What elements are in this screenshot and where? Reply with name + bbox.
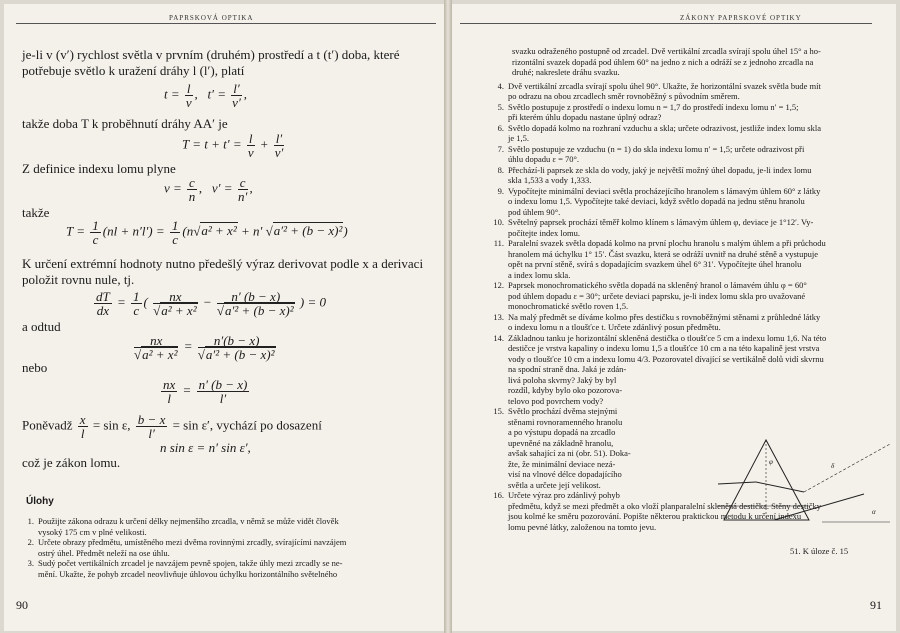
left-page bbox=[4, 4, 444, 631]
exercise-line bbox=[490, 196, 805, 207]
exercise-line bbox=[490, 343, 819, 354]
exercise-line bbox=[490, 427, 615, 438]
exercise-text: pod úhlem dopadu ε = 30°; určete deviaci paprsku, je-li index lomu skla pro uvažované bbox=[508, 290, 806, 301]
exercise-line bbox=[20, 527, 147, 538]
exercise-number: 10. bbox=[493, 217, 504, 227]
exercise-line bbox=[490, 81, 821, 92]
angle-label-alpha: α bbox=[872, 508, 876, 516]
page-number: 90 bbox=[16, 598, 28, 612]
exercise-text: Světlo postupuje ze vzduchu (n = 1) do skla indexu lomu n′ = 1,5; určete odrazivost při bbox=[508, 143, 805, 154]
exercise-line bbox=[490, 448, 631, 459]
equation: T = t + t′ = $\frac{l}{v}$ + $\frac{l'}{v'}$ bbox=[182, 131, 284, 160]
exercise-number: 1. bbox=[27, 516, 34, 526]
angle-label-delta: δ bbox=[831, 462, 835, 470]
exercise-line bbox=[490, 522, 656, 533]
exercise-line bbox=[490, 396, 603, 407]
angle-label-phi: φ bbox=[769, 458, 773, 466]
exercise-text: jsou kolmé ke směru pozorování. Popište některou praktickou metodu k určení indexu bbox=[508, 511, 802, 521]
exercise-line bbox=[490, 165, 811, 176]
exercise-line: svazku odraženého postupně od zrcadel. Dvě vertikální zrcadla svírají spolu úhel 15° a ho- bbox=[512, 46, 821, 56]
text-line: Z definice indexu lomu plyne bbox=[22, 161, 176, 176]
exercise-line bbox=[490, 291, 805, 302]
exercise-line bbox=[490, 154, 579, 165]
exercise-text: úhlu dopadu ε = 70°. bbox=[508, 154, 580, 164]
exercise-line bbox=[490, 375, 616, 386]
exercise-text: opět na první stěně, svírá s dopadajícím svazkem úhel 6° 31′. Vypočítejte úhel hranolu bbox=[508, 259, 802, 269]
exercise-text: při kterém úhlu dopadu nastane úplný odraz? bbox=[508, 112, 662, 122]
exercise-number: 9. bbox=[497, 185, 504, 196]
exercise-number: 13. bbox=[493, 311, 504, 322]
exercise-line bbox=[490, 186, 820, 197]
exercise-line bbox=[490, 406, 617, 417]
equation: $\frac{dT}{dx}$ = $\frac{1}{c}$ ( $\frac{nx}{\text{√a² + x²}}$ − $\frac{n' (b - x)}{\text{√a′² + (b − x)²}}$ ) = 0 bbox=[96, 289, 326, 318]
text-fragment: = sin ε′, vychází po dosazení bbox=[172, 417, 322, 433]
exercise-text: destičce je vrstva kapaliny o indexu lomu 1,5 a tloušťce 10 cm a na této kapalině jest vrstva bbox=[508, 343, 820, 353]
mirror bbox=[774, 494, 864, 520]
exercise-line bbox=[490, 438, 613, 449]
right-page bbox=[452, 4, 896, 631]
exercise-number: 5. bbox=[497, 101, 504, 112]
exercise-line bbox=[490, 469, 622, 480]
header-rule bbox=[16, 23, 436, 24]
exercise-line bbox=[490, 249, 818, 260]
prism-outline bbox=[724, 440, 809, 520]
exercise-line bbox=[490, 123, 821, 134]
exercise-text: a po výstupu dopadá na zrcadlo bbox=[508, 427, 616, 437]
exercise-text: stěnami rovnoramenného hranolu bbox=[508, 416, 623, 427]
text-fragment: Poněvadž bbox=[22, 417, 73, 433]
exercise-line bbox=[490, 480, 601, 491]
exercise-number: 6. bbox=[497, 122, 504, 133]
exercise-text: a index lomu skla. bbox=[508, 269, 571, 280]
exercise-line: druhé; nakreslete dráhu svazku. bbox=[512, 67, 620, 77]
exercise-line bbox=[490, 385, 622, 396]
book-gutter bbox=[444, 0, 452, 633]
exercise-number: 14. bbox=[493, 332, 504, 343]
exercise-line bbox=[20, 558, 342, 569]
exercise-line bbox=[490, 459, 615, 470]
text-line: takže doba T k proběhnutí dráhy AA′ je bbox=[22, 116, 228, 131]
exercise-line bbox=[490, 354, 824, 365]
exercise-text: Paralelní svazek světla dopadá kolmo na první plochu hranolu s malým úhlem a při průchodu bbox=[508, 238, 826, 248]
equation: $\frac{nx}{l}$ = $\frac{n' (b - x)}{l'}$ bbox=[163, 377, 248, 406]
exercise-line bbox=[20, 516, 339, 527]
exercise-text: telovo pod povrchem vody? bbox=[508, 395, 604, 406]
exercise-text: Světlo postupuje z prostředí o indexu lomu n = 1,7 do prostředí indexu lomu n′ = 1,5; bbox=[508, 101, 799, 112]
exercise-line bbox=[490, 217, 813, 228]
exercise-text: je 1,5. bbox=[508, 133, 530, 143]
exercise-text: hranolem má úchylku 1° 15′. Část svazku, která se odráží uvnitř na druhé stěně a vystupuje bbox=[508, 248, 818, 259]
exercise-number: 12. bbox=[493, 280, 504, 290]
running-head: ZÁKONY PAPRSKOVÉ OPTIKY bbox=[680, 14, 802, 22]
exercise-text: Paprsek monochromatického světla dopadá na skleněný hranol o lámavém úhlu φ = 60° bbox=[508, 280, 807, 290]
text-line: K určení extrémní hodnoty nutno předešlý výraz derivovat podle x a derivaci bbox=[22, 256, 424, 271]
exercise-line bbox=[490, 301, 628, 312]
exercise-text: předmětu, když se mezi předmět a oko vloží planparalelní skleněná destička. Stěny destičky bbox=[508, 500, 821, 511]
exercise-line bbox=[490, 112, 661, 123]
header-rule bbox=[460, 23, 872, 24]
exercise-line bbox=[490, 270, 570, 281]
exercise-text: livá poloha skvrny? Jaký by byl bbox=[508, 374, 617, 385]
exercise-text: ostrý úhel. Předmět neleží na ose úhlu. bbox=[38, 547, 170, 558]
exercise-number: 11. bbox=[493, 238, 504, 248]
exercise-text: vody o tloušťce 10 cm a indexu lomu 4/3. Pozorovatel dívající se vertikálně dolů vidí skvrnu bbox=[508, 353, 824, 364]
exercise-line bbox=[490, 207, 560, 218]
figure-caption: 51. K úloze č. 15 bbox=[790, 546, 849, 556]
exercise-line bbox=[490, 333, 826, 344]
exercise-text: Vypočítejte minimální deviaci světla procházejícího hranolem s lámavým úhlem 60° z látky bbox=[508, 185, 821, 196]
exercise-text: po odrazu na obou zrcadlech směr rovnoběžný s původním směrem. bbox=[508, 91, 740, 101]
exercise-text: skla 1,533 a vody 1,333. bbox=[508, 175, 592, 185]
exercise-number: 3. bbox=[27, 558, 34, 569]
running-head: PAPRSKOVÁ OPTIKA bbox=[169, 14, 254, 22]
exercise-line: rizontální svazek dopadá pod úhlem 60° na jedno z nich a odráží se z jednoho zrcadla na bbox=[512, 56, 814, 67]
exercise-text: visí na vlnové délce dopadajícího bbox=[508, 469, 622, 479]
equation: n sin ε = n′ sin ε′, bbox=[160, 440, 251, 455]
exercise-text: na spodní straně dna. Jaká je zdán- bbox=[508, 364, 627, 374]
exercise-line bbox=[490, 322, 721, 333]
exercise-text: o indexu lomu n a tloušťce t. Určete zdánlivý posun předmětu. bbox=[508, 322, 721, 332]
exercise-text: Světlo dopadá kolmo na rozhraní vzduchu a skla; určete odrazivost, jestliže index lomu skla bbox=[508, 122, 821, 133]
exercise-line bbox=[20, 548, 170, 559]
exercise-line bbox=[490, 364, 626, 375]
exercise-text: Na malý předmět se díváme kolmo přes destičku s rovnoběžnými stěnami z průhledné látky bbox=[508, 311, 821, 322]
exercise-text: lomu pevné látky, založenou na tomto jevu. bbox=[508, 521, 657, 532]
exercise-text: pod úhlem 90°. bbox=[508, 206, 561, 217]
exercise-text: upevněné na základně hranolu, bbox=[508, 437, 614, 448]
section-heading: Úlohy bbox=[26, 496, 54, 507]
exercise-text: Použijte zákona odrazu k určení délky nejmenšího zrcadla, v němž se může vidět člověk bbox=[38, 516, 339, 526]
exercise-text: o indexu lomu 1,5. Vypočítejte také deviaci, když světlo dopadá na jednu stěnu hranolu bbox=[508, 196, 805, 206]
exercise-line bbox=[490, 102, 799, 113]
exercise-number: 2. bbox=[27, 537, 34, 548]
text-line: je-li v (v′) rychlost světla v prvním (druhém) prostředí a t (t′) doba, které bbox=[22, 47, 400, 62]
exercise-text: avšak sahající za ni (obr. 51). Doka- bbox=[508, 448, 631, 458]
refracted-ray bbox=[756, 482, 804, 492]
exercise-line bbox=[490, 133, 529, 144]
text-line: což je zákon lomu. bbox=[22, 455, 121, 470]
exercise-line bbox=[490, 228, 580, 239]
exercise-line bbox=[490, 144, 804, 155]
exercise-text: Přechází-li paprsek ze skla do vody, jaký je největší možný úhel dopadu, je-li index lomu bbox=[508, 164, 812, 175]
exercise-number: 15. bbox=[493, 406, 504, 416]
page-number: 91 bbox=[870, 598, 882, 612]
exercise-text: Určete obrazy předmětu, umístěného mezi dvěma rovinnými zrcadly, svírajícími navzájem bbox=[38, 537, 347, 548]
exercise-line bbox=[490, 312, 820, 323]
equation: t = $\frac{l}{v}$ , t′ = $\frac{l'}{v'}$ , bbox=[164, 81, 247, 110]
exercise-line bbox=[20, 537, 346, 548]
text-line: nebo bbox=[22, 360, 48, 375]
exercise-number: 8. bbox=[497, 164, 504, 175]
exercise-line bbox=[490, 280, 807, 291]
exercise-text: Světlo prochází dvěma stejnými bbox=[508, 406, 618, 416]
emergent-ray bbox=[804, 444, 890, 492]
text-line: potřebuje světlo k uražení dráhy l (l′), platí bbox=[22, 63, 245, 78]
text-line: Poněvadž $\frac{x}{l}$ = sin ε, $\frac{b - x}{l'}$ = sin ε′, vychází po dosazení bbox=[22, 412, 322, 441]
incident-ray bbox=[718, 482, 756, 484]
exercise-line bbox=[20, 569, 337, 580]
text-line: takže bbox=[22, 205, 50, 220]
equation: $\frac{nx}{\text{√a² + x²}}$ = $\frac{n'(b - x)}{\text{√a′² + (b − x)²}}$ bbox=[134, 333, 275, 362]
equation: v = $\frac{c}{n}$ , v′ = $\frac{c}{n'}$ , bbox=[164, 175, 253, 204]
exercise-text: mění. Ukažte, že pohyb zrcadel neovlivňuje úhlovou úchylku horizontálního světelného bbox=[38, 569, 338, 579]
exercise-text: Základnou tanku je horizontální skleněná destička o tloušťce 5 cm a indexu lomu 1,6. Na této bbox=[508, 332, 827, 343]
exercise-text: rozdíl, kdyby bylo oko pozorova- bbox=[508, 385, 623, 395]
exercise-text: Sudý počet vertikálních zrcadel je navzájem pevně spojen, takže úhly mezi zrcadly se ne- bbox=[38, 558, 343, 569]
exercise-line bbox=[490, 259, 801, 270]
exercise-line bbox=[490, 417, 622, 428]
exercise-number: 4. bbox=[497, 80, 504, 91]
text-line: položit rovnu nule, tj. bbox=[22, 272, 135, 287]
exercise-text: žte, že minimální deviace nezá- bbox=[508, 458, 616, 469]
exercise-line bbox=[490, 91, 740, 102]
exercise-text: Dvě vertikální zrcadla svírají spolu úhel 90°. Ukažte, že horizontální svazek světla bude mít bbox=[508, 80, 821, 91]
exercise-line bbox=[490, 238, 826, 249]
prism-figure bbox=[714, 436, 892, 542]
exercise-text: Určete výraz pro zdánlivý pohyb bbox=[508, 490, 620, 500]
exercise-number: 7. bbox=[497, 143, 504, 154]
exercise-text: monochromatické světlo roven 1,5. bbox=[508, 301, 629, 311]
exercise-line bbox=[490, 490, 620, 501]
equation: T = $\frac{1}{c}$ (nl + n′l′) = $\frac{1}{c}$ (n√a² + x² + n′ √a′² + (b − x)²) bbox=[66, 218, 348, 247]
text-line: a odtud bbox=[22, 319, 61, 334]
exercise-text: Světelný paprsek prochází těměř kolmo klínem s lámavým úhlem φ, deviace je 1°12′. Vy- bbox=[508, 217, 814, 227]
exercise-line bbox=[490, 175, 591, 186]
exercise-text: světla a určete její velikost. bbox=[508, 479, 601, 490]
exercise-text: počítejte index lomu. bbox=[508, 227, 580, 238]
exercise-number: 16. bbox=[493, 490, 504, 500]
text-fragment: = sin ε, bbox=[92, 417, 131, 433]
exercise-text: vysoký 175 cm v plné velikosti. bbox=[38, 526, 147, 537]
